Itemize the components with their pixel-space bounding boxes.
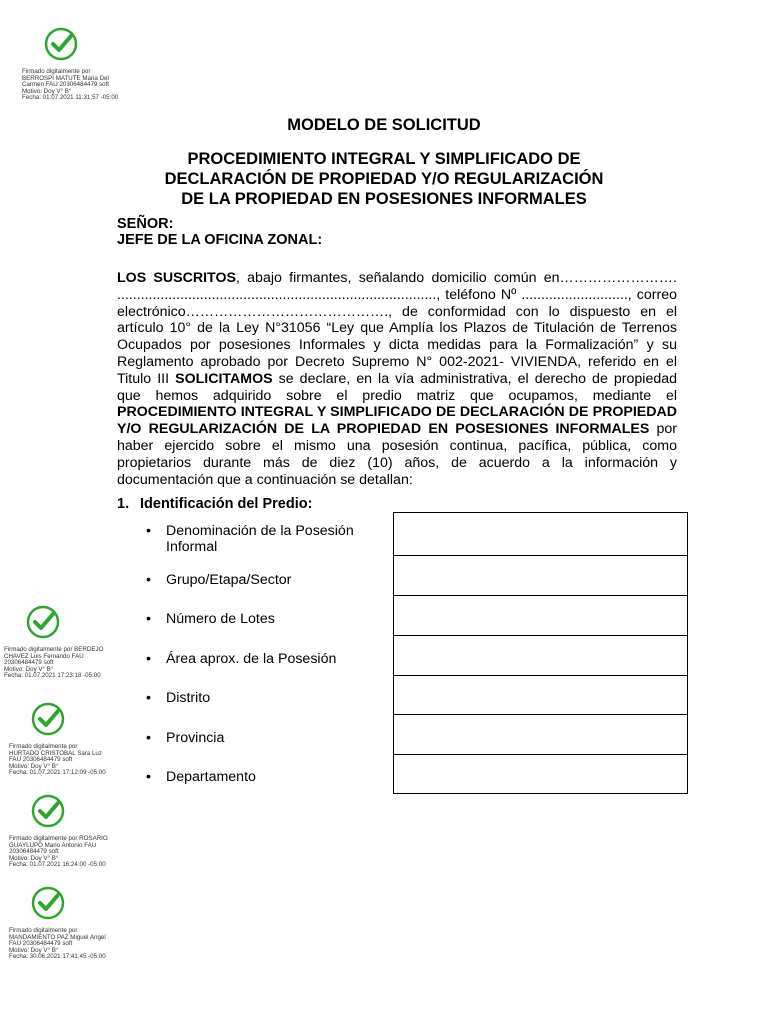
paragraph-text: se declare, en la vía administrativa, el derecho de propiedad que hemos adquirido sobre el predio matriz que ocupamos, mediante el bbox=[117, 370, 678, 404]
item-label: Número de Lotes bbox=[166, 611, 275, 627]
section-number: 1. bbox=[117, 496, 130, 512]
check-circle-icon bbox=[44, 27, 78, 61]
list-item bbox=[146, 611, 376, 627]
signature-text: Firmado digitalmente por BERDEJO CHAVEZ Luis Fernando FAU 20306484479 soft Motivo: Doy V° B° Fecha: 01.07.2021 17:23:18 -05:00 bbox=[4, 646, 104, 680]
item-label: Grupo/Etapa/Sector bbox=[166, 572, 292, 588]
check-circle-icon bbox=[26, 605, 60, 639]
addressee-office: JEFE DE LA OFICINA ZONAL: bbox=[117, 232, 323, 248]
subtitle-line: PROCEDIMIENTO INTEGRAL Y SIMPLIFICADO DE bbox=[187, 150, 581, 168]
signature-text: Firmado digitalmente por HURTADO CRISTOBAL Sara Luz FAU 20306484479 soft Motivo: Doy V° B° Fecha: 01.07.2021 17:12:09 -05:00 bbox=[9, 743, 106, 777]
check-circle-icon bbox=[31, 886, 65, 920]
procedure-name: PROCEDIMIENTO INTEGRAL Y SIMPLIFICADO DE DECLARACIÓN DE PROPIEDAD Y/O REGULARIZACIÓN DE LA PROPIEDAD EN POSESIONES INFORMALES bbox=[117, 404, 677, 438]
section-title: Identificación del Predio: bbox=[140, 496, 313, 512]
item-label: Distrito bbox=[166, 690, 211, 706]
document-subtitle bbox=[0, 149, 768, 209]
posesion-name-field[interactable] bbox=[394, 513, 687, 556]
distrito-field[interactable] bbox=[394, 676, 687, 715]
list-item bbox=[146, 730, 376, 746]
bullet: • bbox=[146, 769, 151, 785]
digital-signature-5 bbox=[9, 886, 139, 967]
section-heading bbox=[117, 496, 312, 512]
item-label: Denominación de la Posesión Informal bbox=[166, 523, 354, 555]
provincia-field[interactable] bbox=[394, 715, 687, 755]
request-paragraph bbox=[117, 270, 677, 488]
departamento-field[interactable] bbox=[394, 755, 687, 793]
digital-signature-2 bbox=[4, 605, 134, 686]
list-item bbox=[146, 651, 376, 667]
grupo-etapa-sector-field[interactable] bbox=[394, 556, 687, 596]
bullet: • bbox=[146, 523, 151, 539]
addressee bbox=[117, 216, 322, 248]
signature-text: Firmado digitalmente por ROSARIO GUAYLUPO Mario Antonio FAU 20306484479 soft Motivo: Doy V° B° Fecha: 01.07.2021 16:24:00 -05:00 bbox=[9, 835, 108, 869]
property-info-table bbox=[393, 512, 688, 794]
digital-signature-1 bbox=[22, 27, 152, 108]
paragraph-text: por haber ejercido sobre el mismo una posesión continua, pacífica, pública, como propietarios durante más de diez (10) años, de acuerdo a la información y documentación que a continuación se detallan: bbox=[117, 421, 678, 488]
bullet: • bbox=[146, 651, 151, 667]
list-item bbox=[146, 523, 376, 555]
digital-signature-4 bbox=[9, 794, 139, 875]
request-verb: SOLICITAMOS bbox=[175, 370, 273, 387]
item-label: Departamento bbox=[166, 769, 256, 785]
signature-text: Firmado digitalmente por MANDAMIENTO PAZ Miguel Angel FAU 20306484479 soft Motivo: Doy V° B° Fecha: 30.06.2021 17:41:45 -05:00 bbox=[9, 927, 106, 961]
subtitle-line: DECLARACIÓN DE PROPIEDAD Y/O REGULARIZACIÓN bbox=[164, 170, 604, 188]
list-item bbox=[146, 572, 376, 588]
bullet: • bbox=[146, 690, 151, 706]
item-label: Provincia bbox=[166, 730, 225, 746]
bullet: • bbox=[146, 611, 151, 627]
check-circle-icon bbox=[31, 702, 65, 736]
area-field[interactable] bbox=[394, 636, 687, 676]
paragraph-text: , abajo firmantes, señalando domicilio común en……………………. ................................................................................., teléfono Nº ..........................., correo electrónico……………………………………., de conformidad con lo dispuesto en el artículo 10° de la Ley N°31056 “Ley que Amplía los Plazos de Titulación de Terrenos Ocupados por posesiones Informales y dicta medidas para la Formalización” y su Reglamento aprobado por Decreto Supremo N° 002-2021- VIVIENDA, referido en el Titulo III bbox=[117, 270, 677, 387]
document-title: MODELO DE SOLICITUD bbox=[287, 116, 481, 134]
numero-lotes-field[interactable] bbox=[394, 596, 687, 636]
subtitle-line: DE LA PROPIEDAD EN POSESIONES INFORMALES bbox=[181, 190, 587, 208]
addressee-salutation: SEÑOR: bbox=[117, 216, 174, 232]
check-circle-icon bbox=[31, 794, 65, 828]
bullet: • bbox=[146, 730, 151, 746]
item-label: Área aprox. de la Posesión bbox=[166, 651, 337, 667]
list-item bbox=[146, 690, 376, 706]
list-item bbox=[146, 769, 376, 785]
bullet: • bbox=[146, 572, 151, 588]
digital-signature-3 bbox=[9, 702, 139, 783]
signature-text: Firmado digitalmente por BERROSPI MATUTE Maria Del Carmen FAU 20306484479 soft Motivo: Doy V° B° Fecha: 01.07.2021 11:31:57 -05:00 bbox=[22, 68, 119, 102]
subscribers-label: LOS SUSCRITOS bbox=[117, 270, 236, 286]
